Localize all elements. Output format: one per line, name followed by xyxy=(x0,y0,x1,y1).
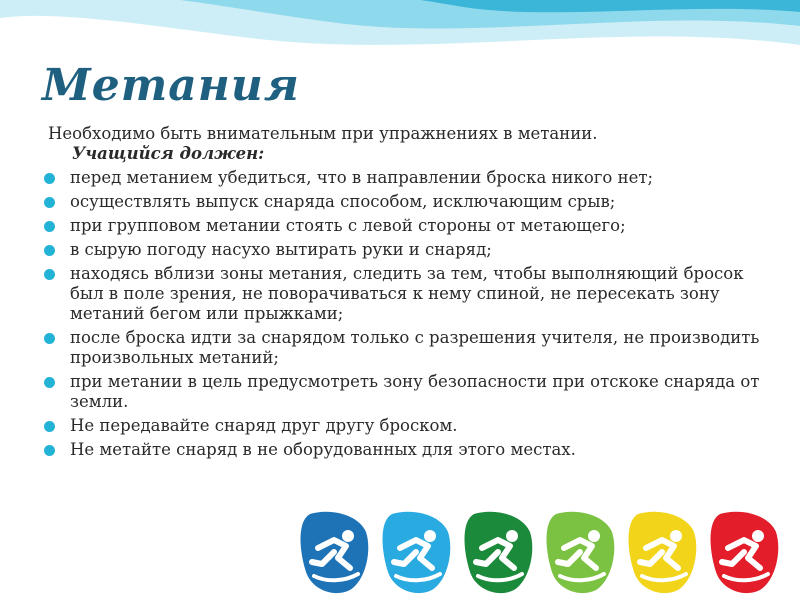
bullet-text: находясь вблизи зоны метания, следить за тем, чтобы выполняющий бросок был в поле зрения, не поворачиваться к нему спиной, не пересекать зону метаний бегом или прыжками; xyxy=(70,264,744,323)
bullet-text: осуществлять выпуск снаряда способом, исключающим срыв; xyxy=(70,192,616,211)
slide-title: Метания xyxy=(42,60,300,111)
runner-icon xyxy=(628,510,698,594)
bullet-item xyxy=(44,216,770,236)
bullet-text: Не метайте снаряд в не оборудованных для этого местах. xyxy=(70,440,576,459)
bullet-text: при групповом метании стоять с левой стороны от метающего; xyxy=(70,216,626,235)
bullet-dot-icon xyxy=(44,221,55,232)
runner-icon xyxy=(300,510,370,594)
bullet-dot-icon xyxy=(44,333,55,344)
bullet-dot-icon xyxy=(44,173,55,184)
bullet-text: Не передавайте снаряд друг другу броском. xyxy=(70,416,458,435)
runner-icon xyxy=(382,510,452,594)
bullet-dot-icon xyxy=(44,445,55,456)
bullet-item xyxy=(44,328,770,368)
bullet-item xyxy=(44,372,770,412)
bullet-text: при метании в цель предусмотреть зону безопасности при отскоке снаряда от земли. xyxy=(70,372,760,411)
bullet-dot-icon xyxy=(44,245,55,256)
intro-line-2: Учащийся должен: xyxy=(72,144,265,163)
runner-icon xyxy=(546,510,616,594)
bullet-item xyxy=(44,416,770,436)
bullet-item xyxy=(44,264,770,324)
bullet-dot-icon xyxy=(44,197,55,208)
bullet-list xyxy=(44,168,770,464)
bullet-item xyxy=(44,168,770,188)
bullet-dot-icon xyxy=(44,421,55,432)
sport-logos-row xyxy=(300,510,790,595)
bullet-text: перед метанием убедиться, что в направлении броска никого нет; xyxy=(70,168,654,187)
bullet-dot-icon xyxy=(44,269,55,280)
bullet-item xyxy=(44,440,770,460)
bullet-dot-icon xyxy=(44,377,55,388)
bullet-text: после броска идти за снарядом только с разрешения учителя, не производить произвольных метаний; xyxy=(70,328,760,367)
bullet-text: в сырую погоду насухо вытирать руки и снаряд; xyxy=(70,240,492,259)
bullet-item xyxy=(44,240,770,260)
runner-icon xyxy=(464,510,534,594)
intro-text xyxy=(48,124,768,164)
bullet-item xyxy=(44,192,770,212)
intro-line-1: Необходимо быть внимательным при упражнениях в метании. xyxy=(48,124,598,143)
runner-icon xyxy=(710,510,780,594)
